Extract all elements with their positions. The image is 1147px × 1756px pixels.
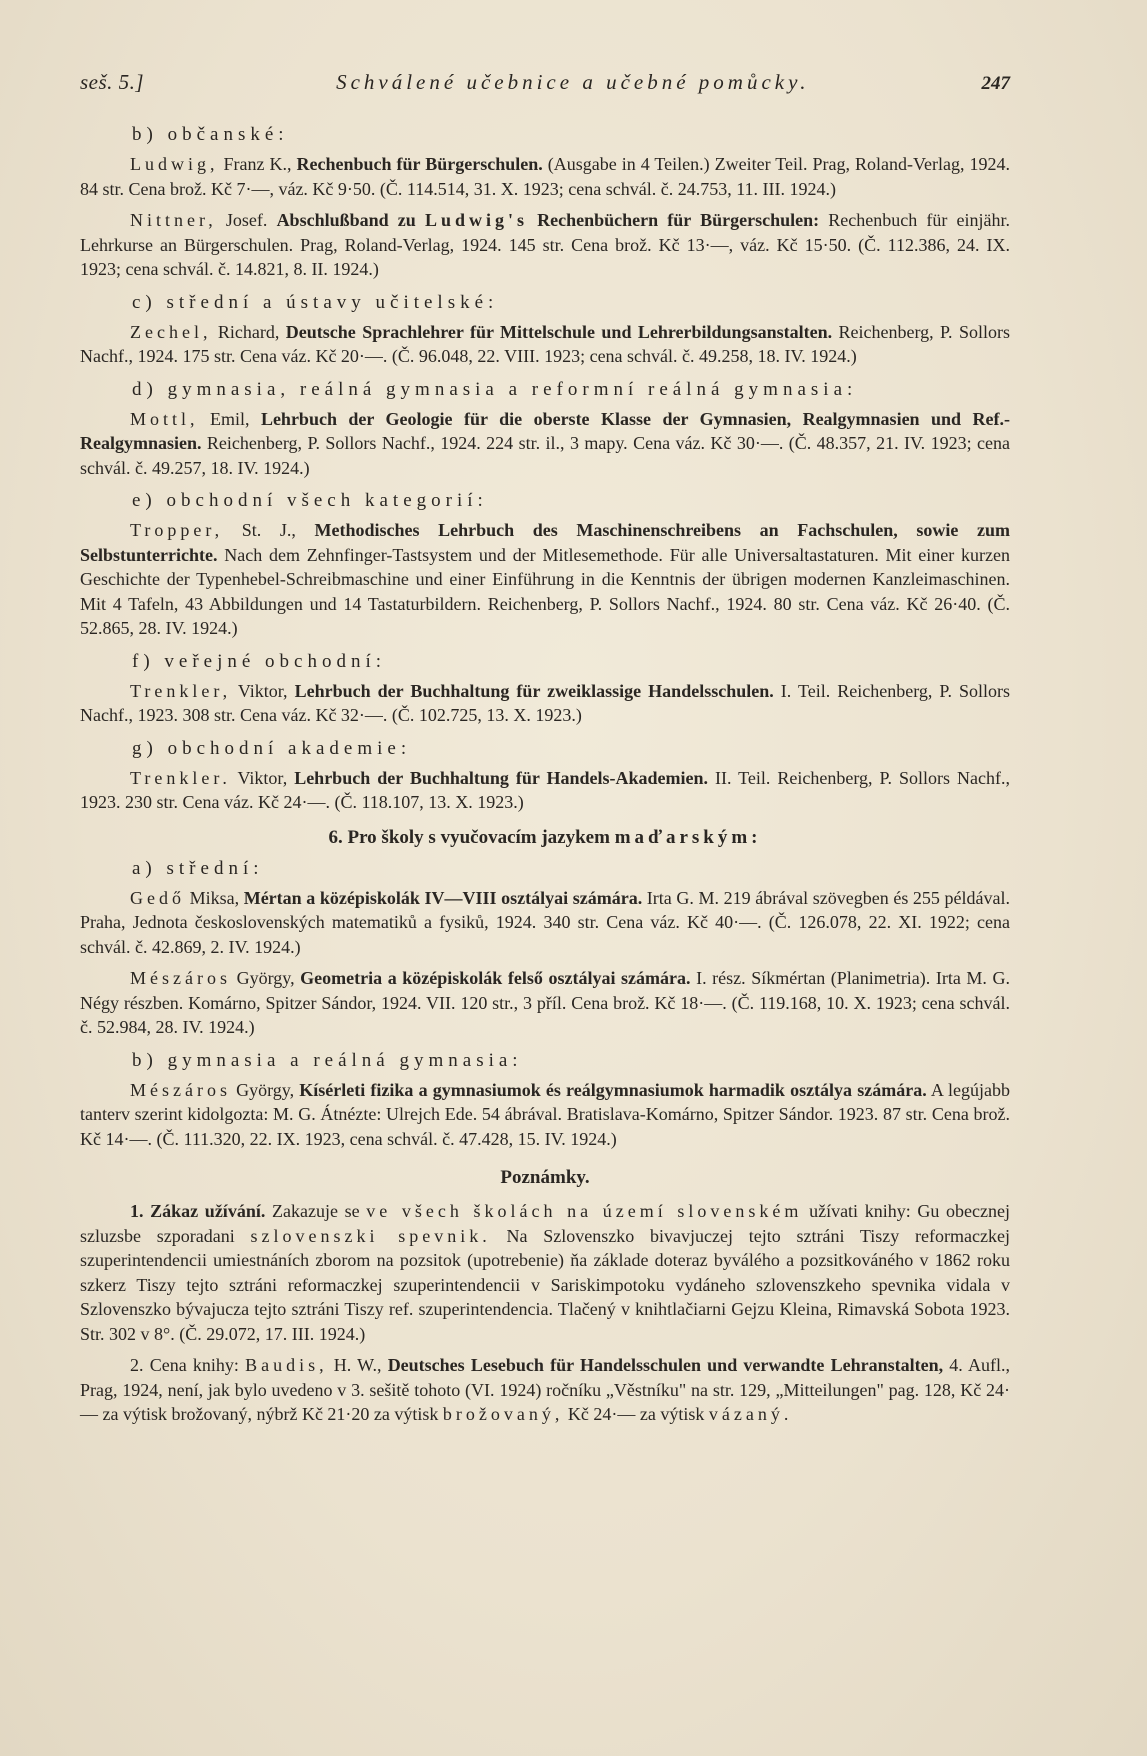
section-heading-g-academy: g) obchodní akademie: — [132, 737, 412, 759]
section-heading-b-civic: b) občanské: — [132, 124, 289, 145]
section-heading-e-commercial: e) obchodní všech kategorií: — [132, 490, 488, 511]
book-entry-tropper: Tropper, St. J., Methodisches Lehrbuch des Maschinenschreibens an Fachschulen, sowie zum Selbstunterrichte. Nach dem Zehnfinger-Tastsystem und der Mitlesemethode. Für alle Universaltastaturen. Mit einer kurzen Geschichte der Typenhebel-Schreibmaschine und einer Einführung in die Kenntnis der übrigen modernen Kanzleimaschinen. Mit 4 Tafeln, 43 Abbildungen und 14 Tastaturbildern. Reichenberg, P. Sollors Nachf., 1924. 80 str. Cena váz. Kč 26·40. (Č. 52.865, 28. IV. 1924.) — [80, 520, 1010, 638]
issue-label: seš. 5.] — [80, 70, 145, 94]
book-entry-meszaros-1: Mészáros György, Geometria a középiskolák felső osztályai számára. I. rész. Síkmértan (Planimetria). Irta M. G. Négy részben. Komárno, Spitzer Sándor, 1924. VII. 120 str., 3 příl. Cena brož. Kč 18·—. (Č. 119.168, 10. X. 1923; cena schvál. č. 52.984, 28. IV. 1924.) — [80, 968, 1011, 1037]
book-entry-mottl: Mottl, Emil, Lehrbuch der Geologie für die oberste Klasse der Gymnasien, Realgymnasien und Ref.-Realgymnasien. Reichenberg, P. Sollors Nachf., 1924. 224 str. il., 3 mapy. Cena váz. Kč 30·—. (Č. 48.357, 21. IV. 1923; cena schvál. č. 49.257, 18. IV. 1924.) — [80, 408, 1010, 478]
book-entry-ludwig: Ludwig, Franz K., Rechenbuch für Bürgerschulen. (Ausgabe in 4 Teilen.) Zweiter Teil. Prag, Roland-Verlag, 1924. 84 str. Cena brož. Kč 7·—, váz. Kč 9·50. (Č. 114.514, 31. X. 1923; cena schvál. č. 24.753, 11. III. 1924.) — [80, 154, 1010, 199]
page-number: 247 — [981, 73, 1010, 94]
book-entry-trenkler-1: Trenkler, Viktor, Lehrbuch der Buchhaltung für zweiklassige Handelsschulen. I. Teil. Reichenberg, P. Sollors Nachf., 1923. 308 str. Cena váz. Kč 32·—. (Č. 102.725, 13. X. 1923.) — [80, 680, 1010, 725]
book-entry-nittner: Nittner, Josef. Abschlußband zu Ludwig's Rechenbüchern für Bürgerschulen: Rechenbuch für einjähr. Lehrkurse an Bürgerschulen. Prag, Roland-Verlag, 1924. 145 str. Cena brož. Kč 13·—, váz. Kč 15·50. (Č. 112.386, 24. IX. 1923; cena schvál. č. 14.821, 8. II. 1924.) — [80, 210, 1010, 279]
section-heading-f-public-commercial: f) veřejné obchodní: — [132, 650, 387, 672]
book-entry-gedo: Gedő Miksa, Mértan a középiskolák IV—VIII osztályai számára. Irta G. M. 219 ábrával szövegben és 255 példával. Praha, Jednota československých matematiků a fysiků, 1924. 340 str. Cena váz. Kč 40·—. (Č. 126.078, 22. XI. 1922; cena schvál. č. 42.869, 2. IV. 1924.) — [80, 887, 1010, 957]
note-1: 1. Zákaz užívání. Zakazuje se ve všech školách na území slovenském užívati knihy: Gu obecznej szluzsbe szporadani szlovenszki spevnik. Na Szlovenszko bivavjuczej tejto sztráni Tiszy reformaczkej szuperintendencii umiestnáních zborom na pozsitok (upotrebenie) ňa základe doteraz byválého a pozsitkováného v 1862 roku szkerz Tiszy tejto sztráni reformaczkej szuperintendencii v Sariskimpotoku vydáneho szlovenszkeho spevnika vidala v Szlovenszko bývajucza tejto sztráni Tiszy ref. szuperintendencia. Tlačený v knihtlačiarni Gejzu Kleina, Rimavská Sobota 1923. Str. 302 v 8°. (Č. 29.072, 17. III. 1924.) — [80, 1201, 1010, 1344]
page-header — [80, 70, 1010, 95]
section-heading-b-gymnasia: b) gymnasia a reálná gymnasia: — [132, 1049, 523, 1071]
section-heading-c-secondary: c) střední a ústavy učitelské: — [132, 291, 499, 313]
section-heading-d-gymnasia: d) gymnasia, reálná gymnasia a reformní reálná gymnasia: — [132, 378, 858, 400]
section-6-heading: 6. Pro školy s vyučovacím jazykem maďarským: — [328, 826, 762, 848]
note-2: 2. Cena knihy: Baudis, H. W., Deutsches Lesebuch für Handelsschulen und verwandte Lehranstalten, 4. Aufl., Prag, 1924, není, jak bylo uvedeno v 3. sešitě tohoto (VI. 1924) ročníku „Věstníku" na str. 129, „Mitteilungen" pag. 128, Kč 24·— za výtisk brožovaný, nýbrž Kč 21·20 za výtisk brožovaný, Kč 24·— za výtisk vázaný. — [80, 1355, 1010, 1424]
book-entry-trenkler-2: Trenkler. Viktor, Lehrbuch der Buchhaltung für Handels-Akademien. II. Teil. Reichenberg, P. Sollors Nachf., 1923. 230 str. Cena váz. Kč 24·—. (Č. 118.107, 13. X. 1923.) — [80, 767, 1010, 812]
book-entry-meszaros-2: Mészáros György, Kísérleti fizika a gymnasiumok és reálgymnasiumok harmadik osztálya számára. A legújabb tanterv szerint kidolgozta: M. G. Átnézte: Ulrejch Ede. 54 ábrával. Bratislava-Komárno, Spitzer Sándor. 1923. 87 str. Cena brož. Kč 14·—. (Č. 111.320, 22. IX. 1923, cena schvál. č. 47.428, 15. IV. 1924.) — [80, 1079, 1011, 1149]
notes-heading: Poznámky. — [500, 1167, 590, 1188]
running-title: Schválené učebnice a učebné pomůcky. — [336, 70, 810, 94]
section-heading-a-secondary: a) střední: — [132, 857, 264, 879]
book-entry-zechel: Zechel, Richard, Deutsche Sprachlehrer für Mittelschule und Lehrerbildungsanstalten. Reichenberg, P. Sollors Nachf., 1924. 175 str. Cena váz. Kč 20·—. (Č. 96.048, 22. VIII. 1923; cena schvál. č. 49.258, 18. IV. 1924.) — [80, 321, 1010, 366]
